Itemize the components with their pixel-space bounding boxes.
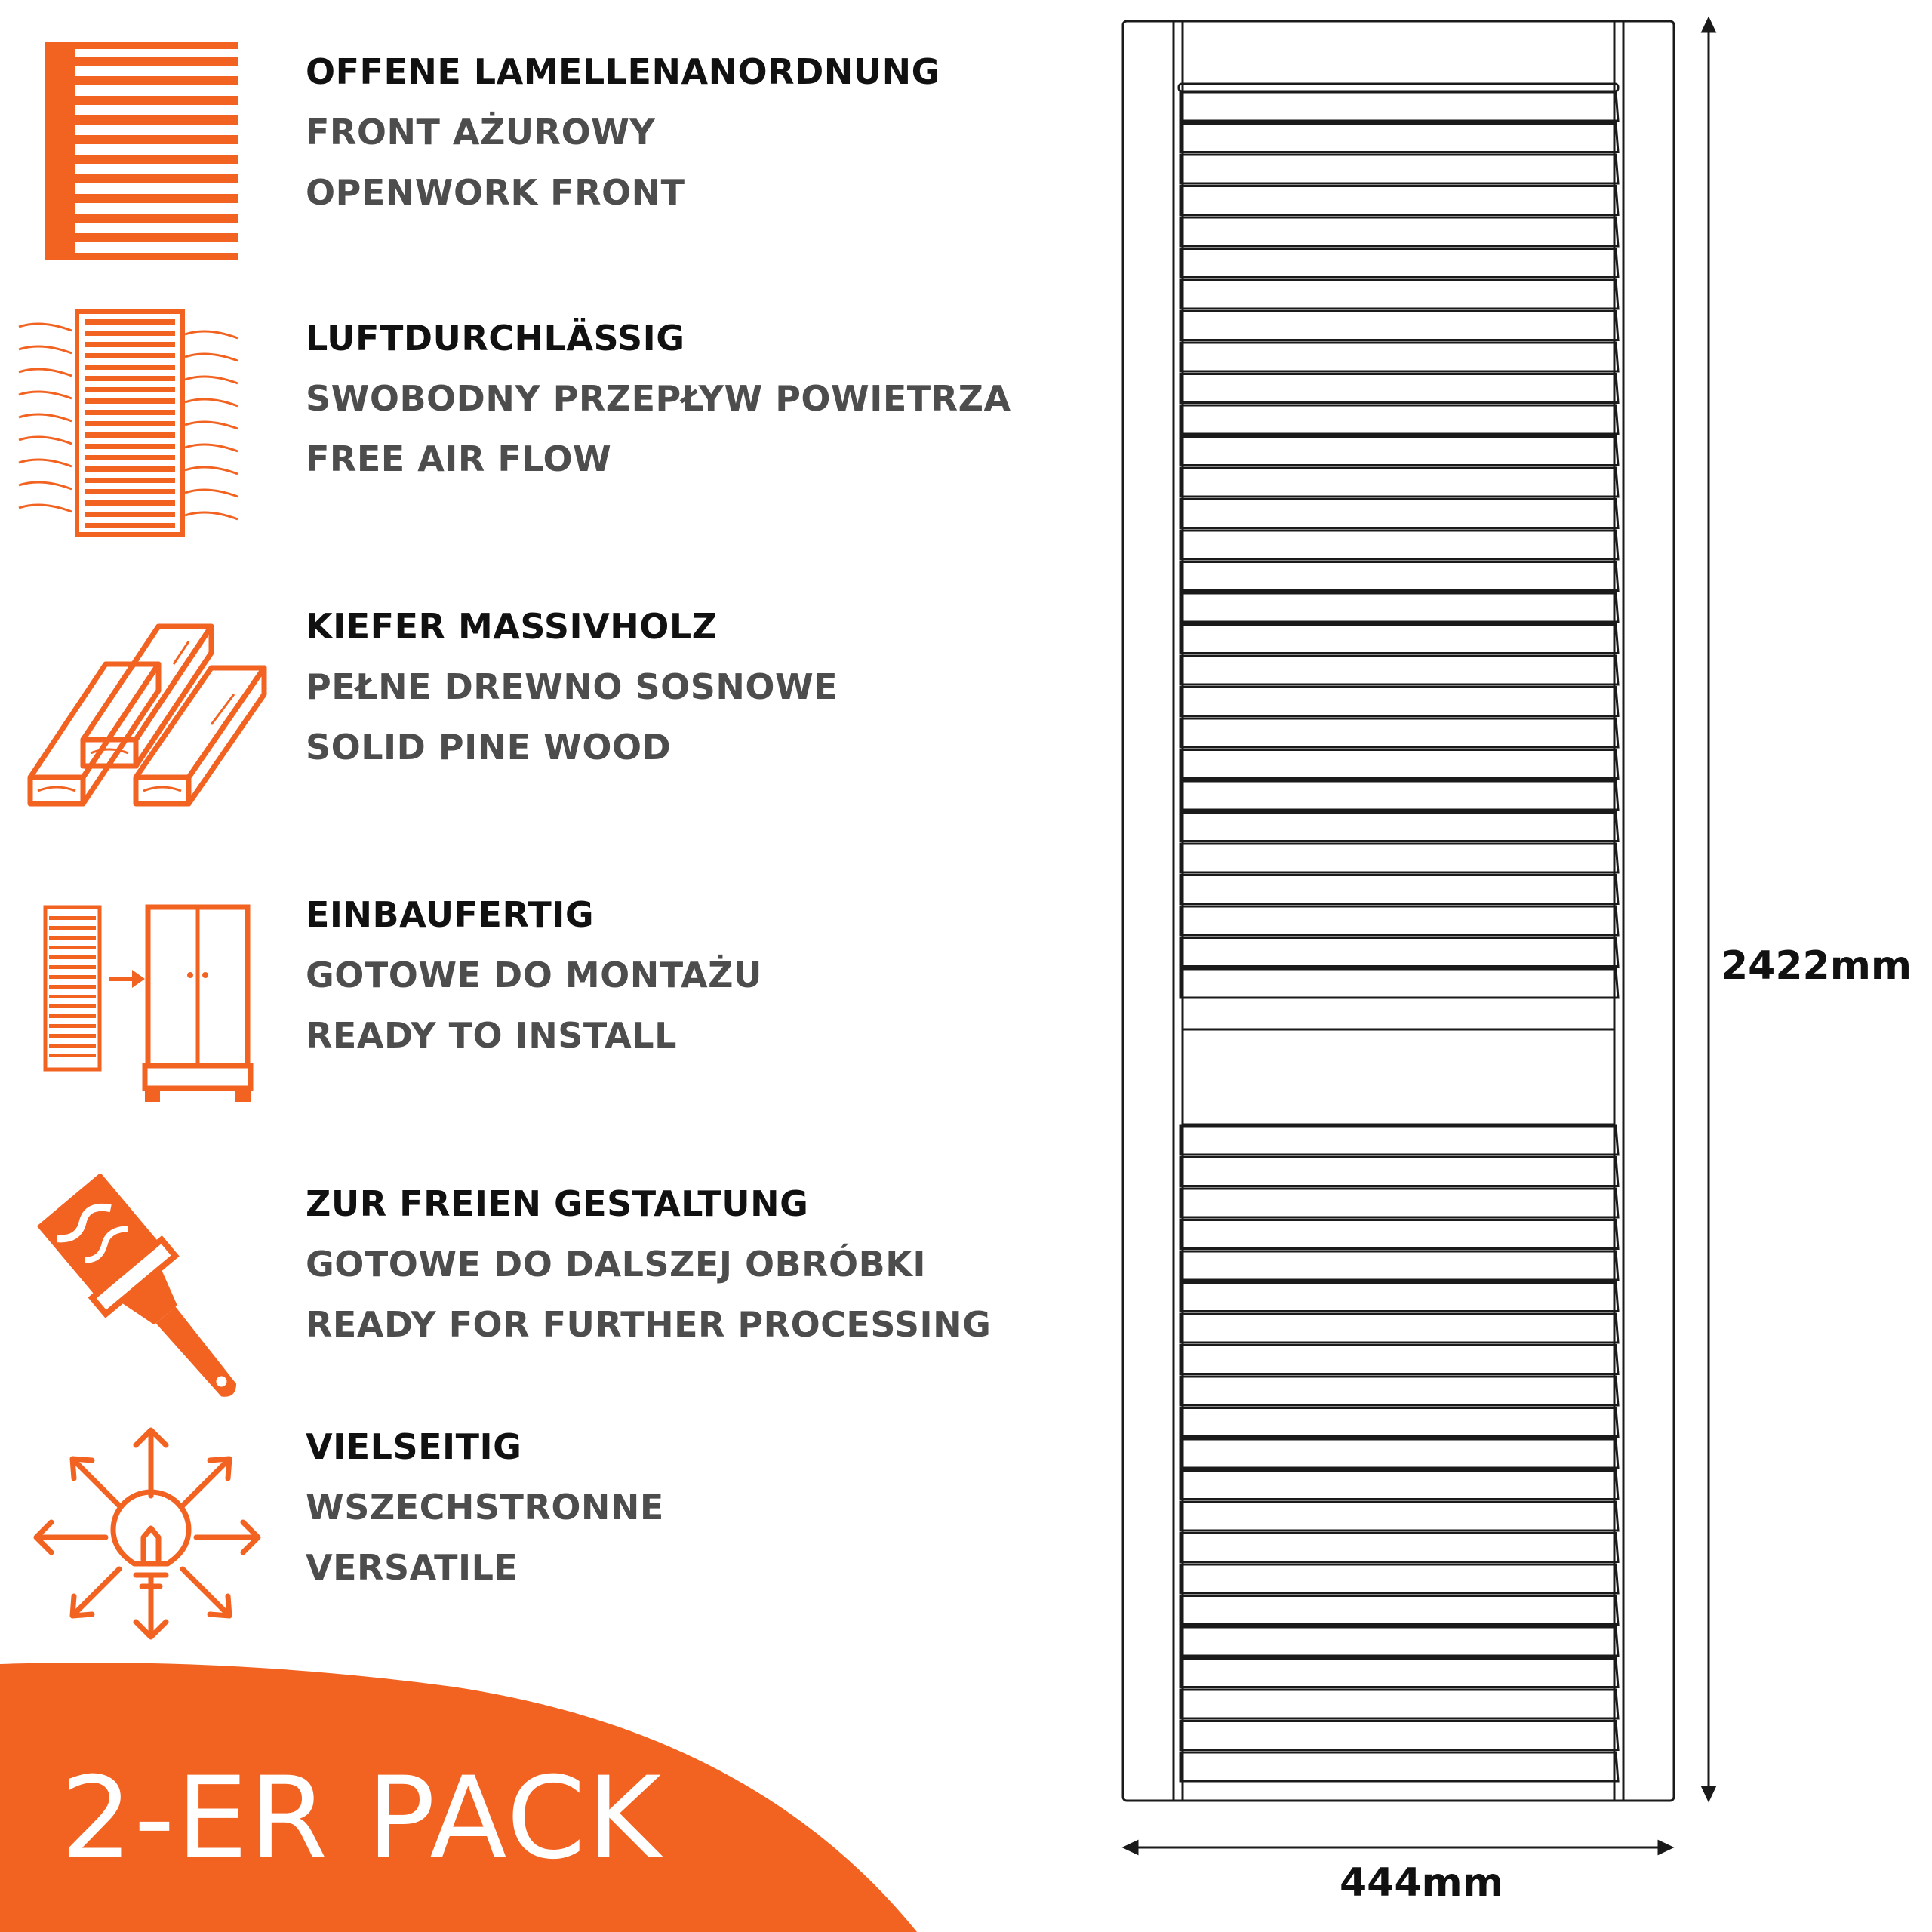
louver-slat <box>1180 656 1618 685</box>
louver-slat <box>1180 1408 1618 1437</box>
louver-slat <box>1180 1439 1618 1468</box>
louver-slat <box>1180 625 1618 654</box>
feature-title-pl: WSZECHSTRONNE <box>306 1487 664 1527</box>
louver-slat <box>1180 1189 1618 1217</box>
feature-text <box>306 884 762 1066</box>
pack-label: 2-ER PACK <box>60 1753 663 1884</box>
feature-text <box>306 42 940 223</box>
feature-title-pl: SWOBODNY PRZEPŁYW POWIETRZA <box>306 378 1011 419</box>
louver-slat <box>1180 906 1618 935</box>
wood-planks-icon <box>15 596 272 838</box>
feature-title: OFFENE LAMELLENANORDNUNG <box>306 51 940 92</box>
louver-slat <box>1180 1596 1618 1625</box>
louver-slats-bottom <box>1180 1126 1618 1781</box>
feature-title: LUFTDURCHLÄSSIG <box>306 318 685 358</box>
louver-slat <box>1180 124 1618 152</box>
feature-title: ZUR FREIEN GESTALTUNG <box>306 1183 809 1224</box>
louver-slat <box>1180 1346 1618 1374</box>
louver-slat <box>1180 437 1618 466</box>
louver-slat <box>1180 781 1618 810</box>
louver-slat <box>1180 500 1618 528</box>
lightbulb-arrows-icon <box>15 1417 272 1658</box>
louver-slat <box>1180 155 1618 183</box>
feature-title: EINBAUFERTIG <box>306 894 595 935</box>
feature-title-pl: GOTOWE DO MONTAŻU <box>306 955 762 995</box>
louver-slats-icon <box>15 42 272 283</box>
louver-slat <box>1180 1627 1618 1656</box>
feature-ready-install <box>0 884 1072 1134</box>
feature-title-en: READY FOR FURTHER PROCESSING <box>306 1304 992 1345</box>
feature-text <box>306 1174 991 1355</box>
louver-slat <box>1180 1564 1618 1593</box>
louver-slat <box>1180 1377 1618 1405</box>
louver-slat <box>1180 593 1618 622</box>
feature-text <box>306 308 1011 489</box>
louver-slat <box>1180 186 1618 215</box>
louver-slat <box>1180 844 1618 872</box>
louver-slat <box>1180 1721 1618 1750</box>
louver-slat <box>1180 217 1618 246</box>
feature-title-en: SOLID PINE WOOD <box>306 727 672 768</box>
louver-slat <box>1180 1251 1618 1280</box>
feature-title: VIELSEITIG <box>306 1426 522 1467</box>
louver-slat <box>1180 249 1618 278</box>
louver-slat <box>1180 875 1618 904</box>
louver-slat <box>1180 1220 1618 1249</box>
feature-versatile <box>0 1417 1072 1666</box>
feature-openwork <box>0 42 1072 291</box>
louver-slat <box>1180 1752 1618 1781</box>
louver-slat <box>1180 813 1618 841</box>
louver-slats-top <box>1180 92 1618 998</box>
louver-slat <box>1180 1659 1618 1687</box>
feature-title-pl: GOTOWE DO DALSZEJ OBRÓBKI <box>306 1244 926 1284</box>
feature-title-en: VERSATILE <box>306 1547 518 1588</box>
louver-slat <box>1180 374 1618 403</box>
width-dimension-label: 444mm <box>1340 1860 1503 1906</box>
louver-slat <box>1180 312 1618 340</box>
louver-slat <box>1180 1283 1618 1312</box>
louver-slat <box>1180 750 1618 779</box>
feature-text <box>306 596 838 777</box>
paint-brush-icon <box>15 1174 272 1415</box>
louver-slat <box>1180 718 1618 747</box>
louver-slat <box>1180 969 1618 998</box>
louver-slat <box>1180 1534 1618 1562</box>
louver-slat <box>1180 688 1618 716</box>
louver-slat <box>1180 1502 1618 1531</box>
feature-title-pl: FRONT AŻUROWY <box>306 112 656 152</box>
feature-title-en: FREE AIR FLOW <box>306 438 612 479</box>
feature-title-pl: PEŁNE DREWNO SOSNOWE <box>306 666 838 707</box>
feature-title-en: OPENWORK FRONT <box>306 172 685 213</box>
louver-slat <box>1180 280 1618 309</box>
louver-slat <box>1180 562 1618 591</box>
air-flow-icon <box>15 308 272 549</box>
louver-slat <box>1180 938 1618 967</box>
louver-slat <box>1180 468 1618 497</box>
louver-slat <box>1180 1471 1618 1500</box>
louver-slat <box>1180 92 1618 121</box>
feature-further-processing <box>0 1174 1072 1423</box>
louver-slat <box>1180 343 1618 371</box>
louver-slat <box>1180 531 1618 559</box>
feature-air-flow <box>0 308 1072 557</box>
feature-title: KIEFER MASSIVHOLZ <box>306 606 718 647</box>
louver-slat <box>1180 1158 1618 1186</box>
louver-slat <box>1180 1314 1618 1343</box>
feature-title-en: READY TO INSTALL <box>306 1015 677 1056</box>
feature-text <box>306 1417 664 1598</box>
louver-slat <box>1180 405 1618 434</box>
louver-slat <box>1180 1690 1618 1718</box>
louver-slat <box>1180 1126 1618 1155</box>
feature-pine-wood <box>0 596 1072 845</box>
height-dimension-label: 2422mm <box>1721 943 1912 989</box>
cabinet-install-icon <box>15 884 272 1126</box>
